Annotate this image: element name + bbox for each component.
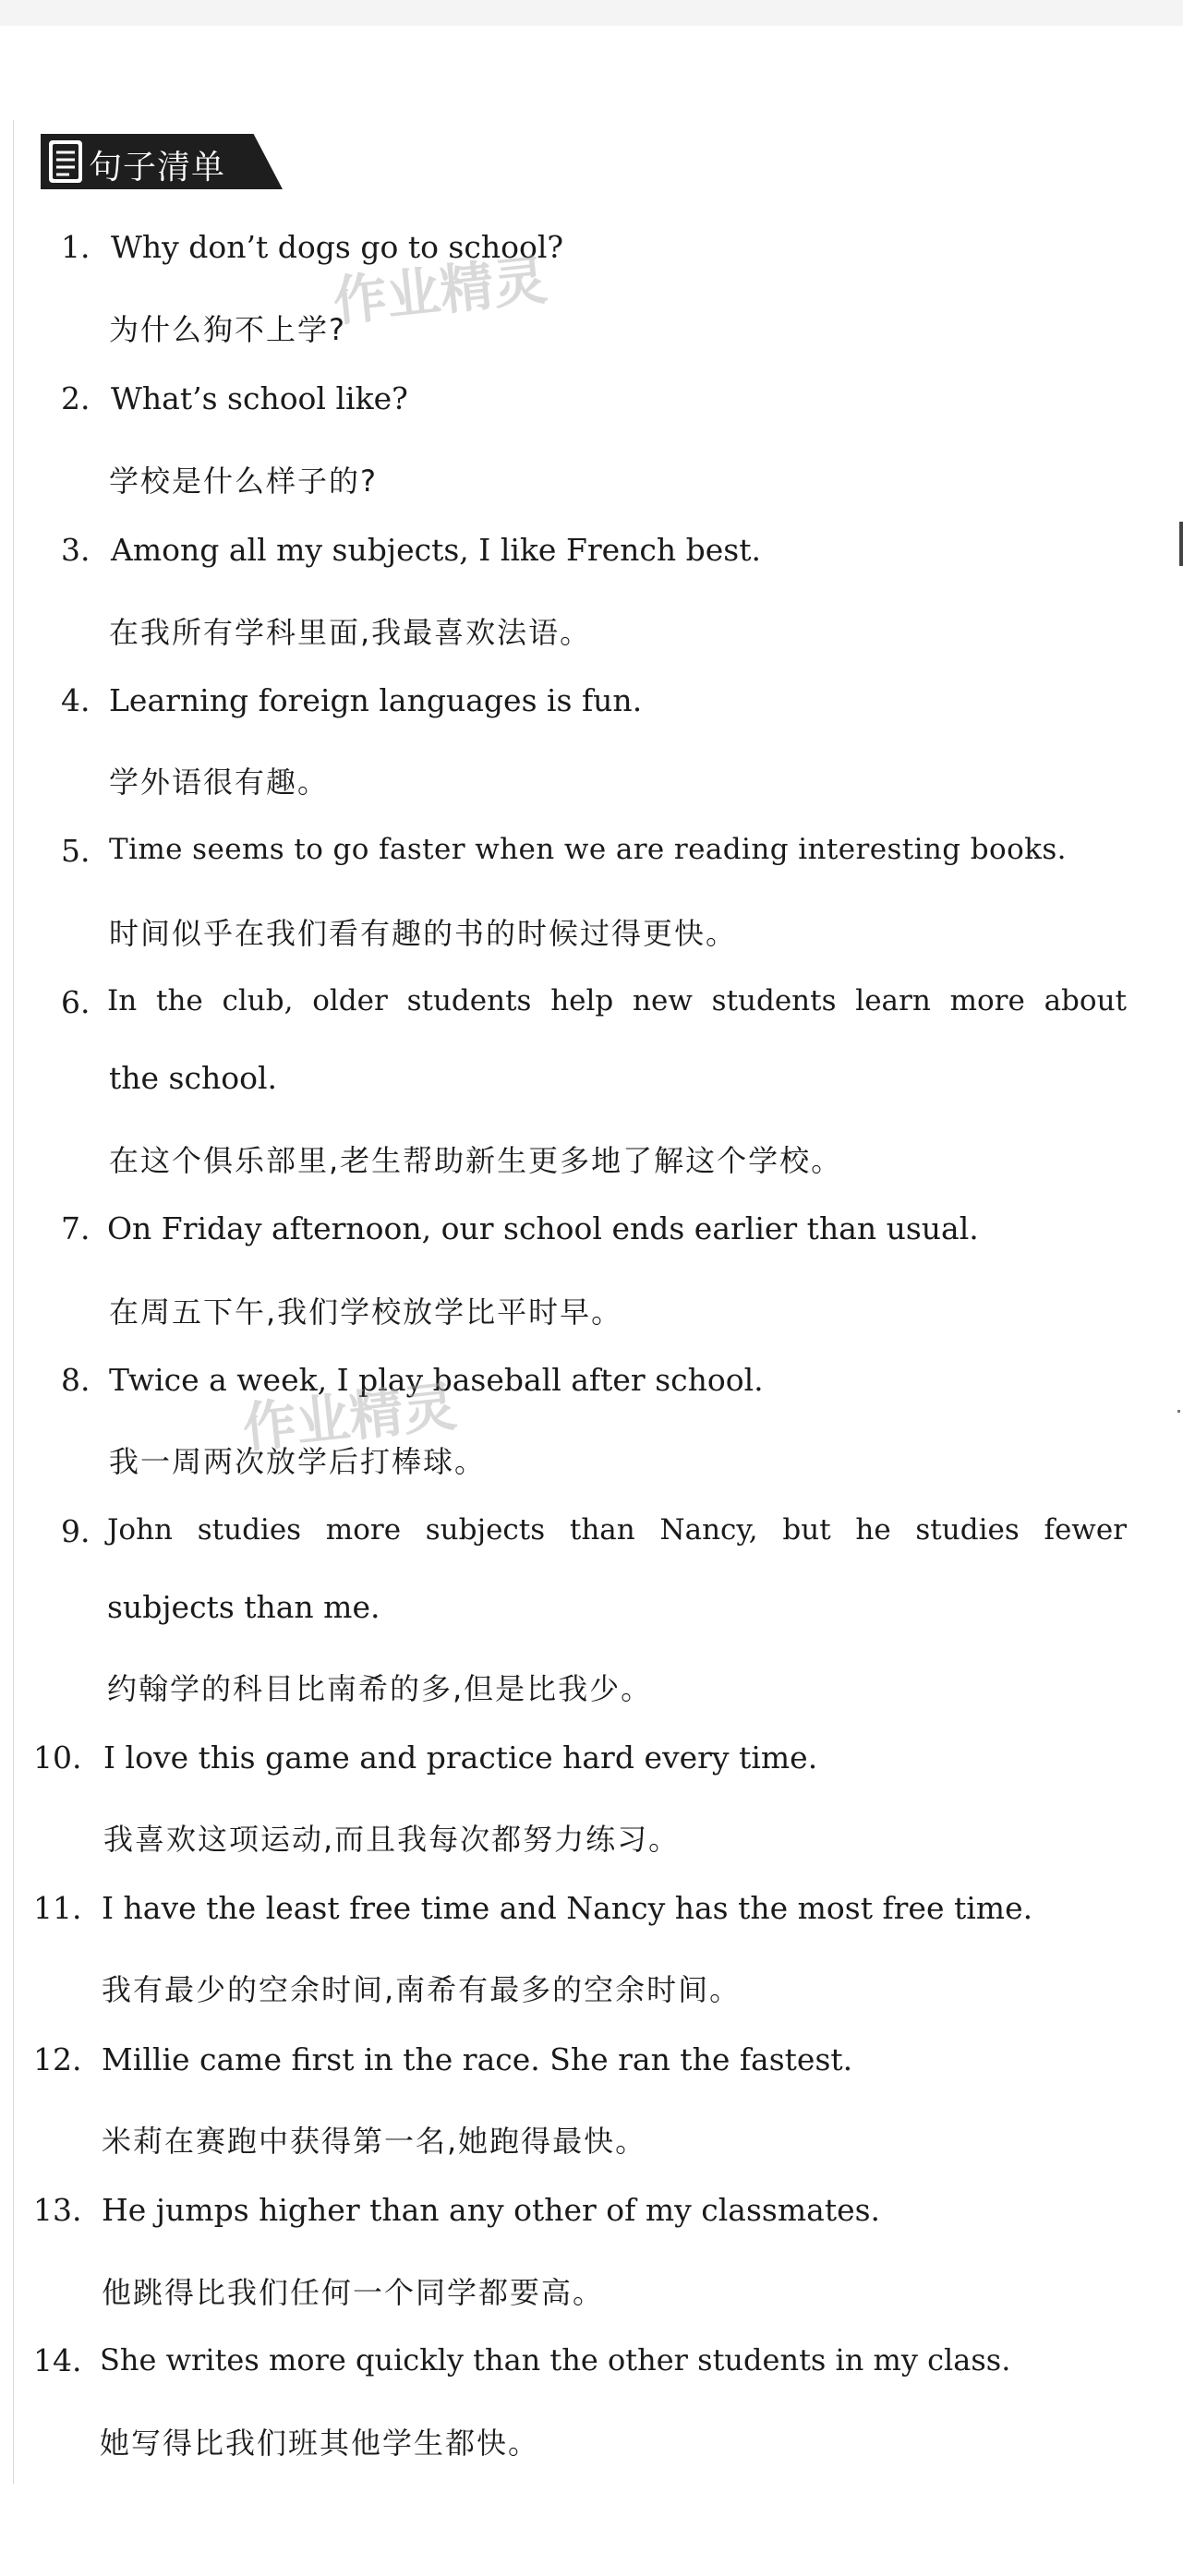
english-sentence: I love this game and practice hard every time. — [103, 1739, 818, 1776]
chinese-translation: 他跳得比我们任何一个同学都要高。 — [102, 2275, 605, 2310]
section-title: 句子清单 — [89, 149, 226, 187]
english-sentence: I have the least free time and Nancy has the most free time. — [102, 1890, 1033, 1926]
entry-number: 1. — [61, 229, 91, 265]
page-top-strip — [0, 0, 1183, 26]
chinese-translation: 米莉在赛跑中获得第一名,她跑得最快。 — [102, 2124, 647, 2159]
chinese-translation: 在周五下午,我们学校放学比平时早。 — [109, 1294, 623, 1330]
chinese-translation: 时间似乎在我们看有趣的书的时候过得更快。 — [109, 916, 738, 951]
entry-number: 11. — [33, 1890, 82, 1926]
english-sentence: Time seems to go faster when we are reading interesting books. — [109, 833, 1067, 866]
english-sentence-continued: the school. — [109, 1060, 277, 1096]
english-sentence: What’s school like? — [111, 380, 408, 416]
english-sentence-continued: subjects than me. — [107, 1589, 380, 1625]
chinese-translation: 学外语很有趣。 — [109, 764, 330, 800]
entry-number: 4. — [61, 682, 91, 718]
entry-number: 9. — [61, 1513, 91, 1549]
english-sentence: In the club, older students help new students learn more about — [107, 984, 1127, 1017]
book-icon — [46, 138, 85, 186]
section-header — [41, 134, 283, 189]
entry-number: 10. — [33, 1739, 82, 1776]
entry-number: 8. — [61, 1362, 91, 1398]
english-sentence: On Friday afternoon, our school ends earlier than usual. — [107, 1210, 979, 1246]
entry-number: 6. — [61, 984, 91, 1020]
watermark: 作业精灵 — [330, 248, 550, 333]
right-edge-dot — [1177, 1410, 1180, 1413]
english-sentence: Twice a week, I play baseball after school. — [109, 1362, 764, 1398]
chinese-translation: 我喜欢这项运动,而且我每次都努力练习。 — [103, 1822, 681, 1857]
english-sentence: Learning foreign languages is fun. — [109, 682, 643, 718]
english-sentence: He jumps higher than any other of my classmates. — [102, 2192, 881, 2228]
entry-number: 5. — [61, 833, 91, 869]
chinese-translation: 我一周两次放学后打棒球。 — [109, 1444, 487, 1479]
entry-number: 2. — [61, 380, 91, 416]
entry-number: 14. — [33, 2342, 82, 2378]
entry-number: 7. — [61, 1210, 91, 1246]
entry-number: 13. — [33, 2192, 82, 2228]
right-edge-mark — [1179, 522, 1183, 566]
chinese-translation: 在我所有学科里面,我最喜欢法语。 — [109, 615, 592, 650]
entry-number: 3. — [61, 532, 91, 568]
chinese-translation: 为什么狗不上学? — [109, 312, 346, 347]
chinese-translation: 她写得比我们班其他学生都快。 — [100, 2426, 540, 2461]
chinese-translation: 在这个俱乐部里,老生帮助新生更多地了解这个学校。 — [109, 1143, 843, 1178]
entry-number: 12. — [33, 2041, 82, 2077]
page-left-border — [13, 120, 14, 2484]
english-sentence: John studies more subjects than Nancy, but he studies fewer — [107, 1513, 1127, 1547]
chinese-translation: 约翰学的科目比南希的多,但是比我少。 — [107, 1671, 653, 1706]
watermark: 作业精灵 — [239, 1375, 460, 1460]
english-sentence: Among all my subjects, I like French best. — [111, 532, 761, 568]
english-sentence: Why don’t dogs go to school? — [111, 229, 564, 265]
english-sentence: She writes more quickly than the other students in my class. — [100, 2342, 1011, 2377]
english-sentence: Millie came first in the race. She ran the fastest. — [102, 2041, 853, 2077]
chinese-translation: 我有最少的空余时间,南希有最多的空余时间。 — [102, 1972, 742, 2007]
chinese-translation: 学校是什么样子的? — [109, 463, 378, 499]
